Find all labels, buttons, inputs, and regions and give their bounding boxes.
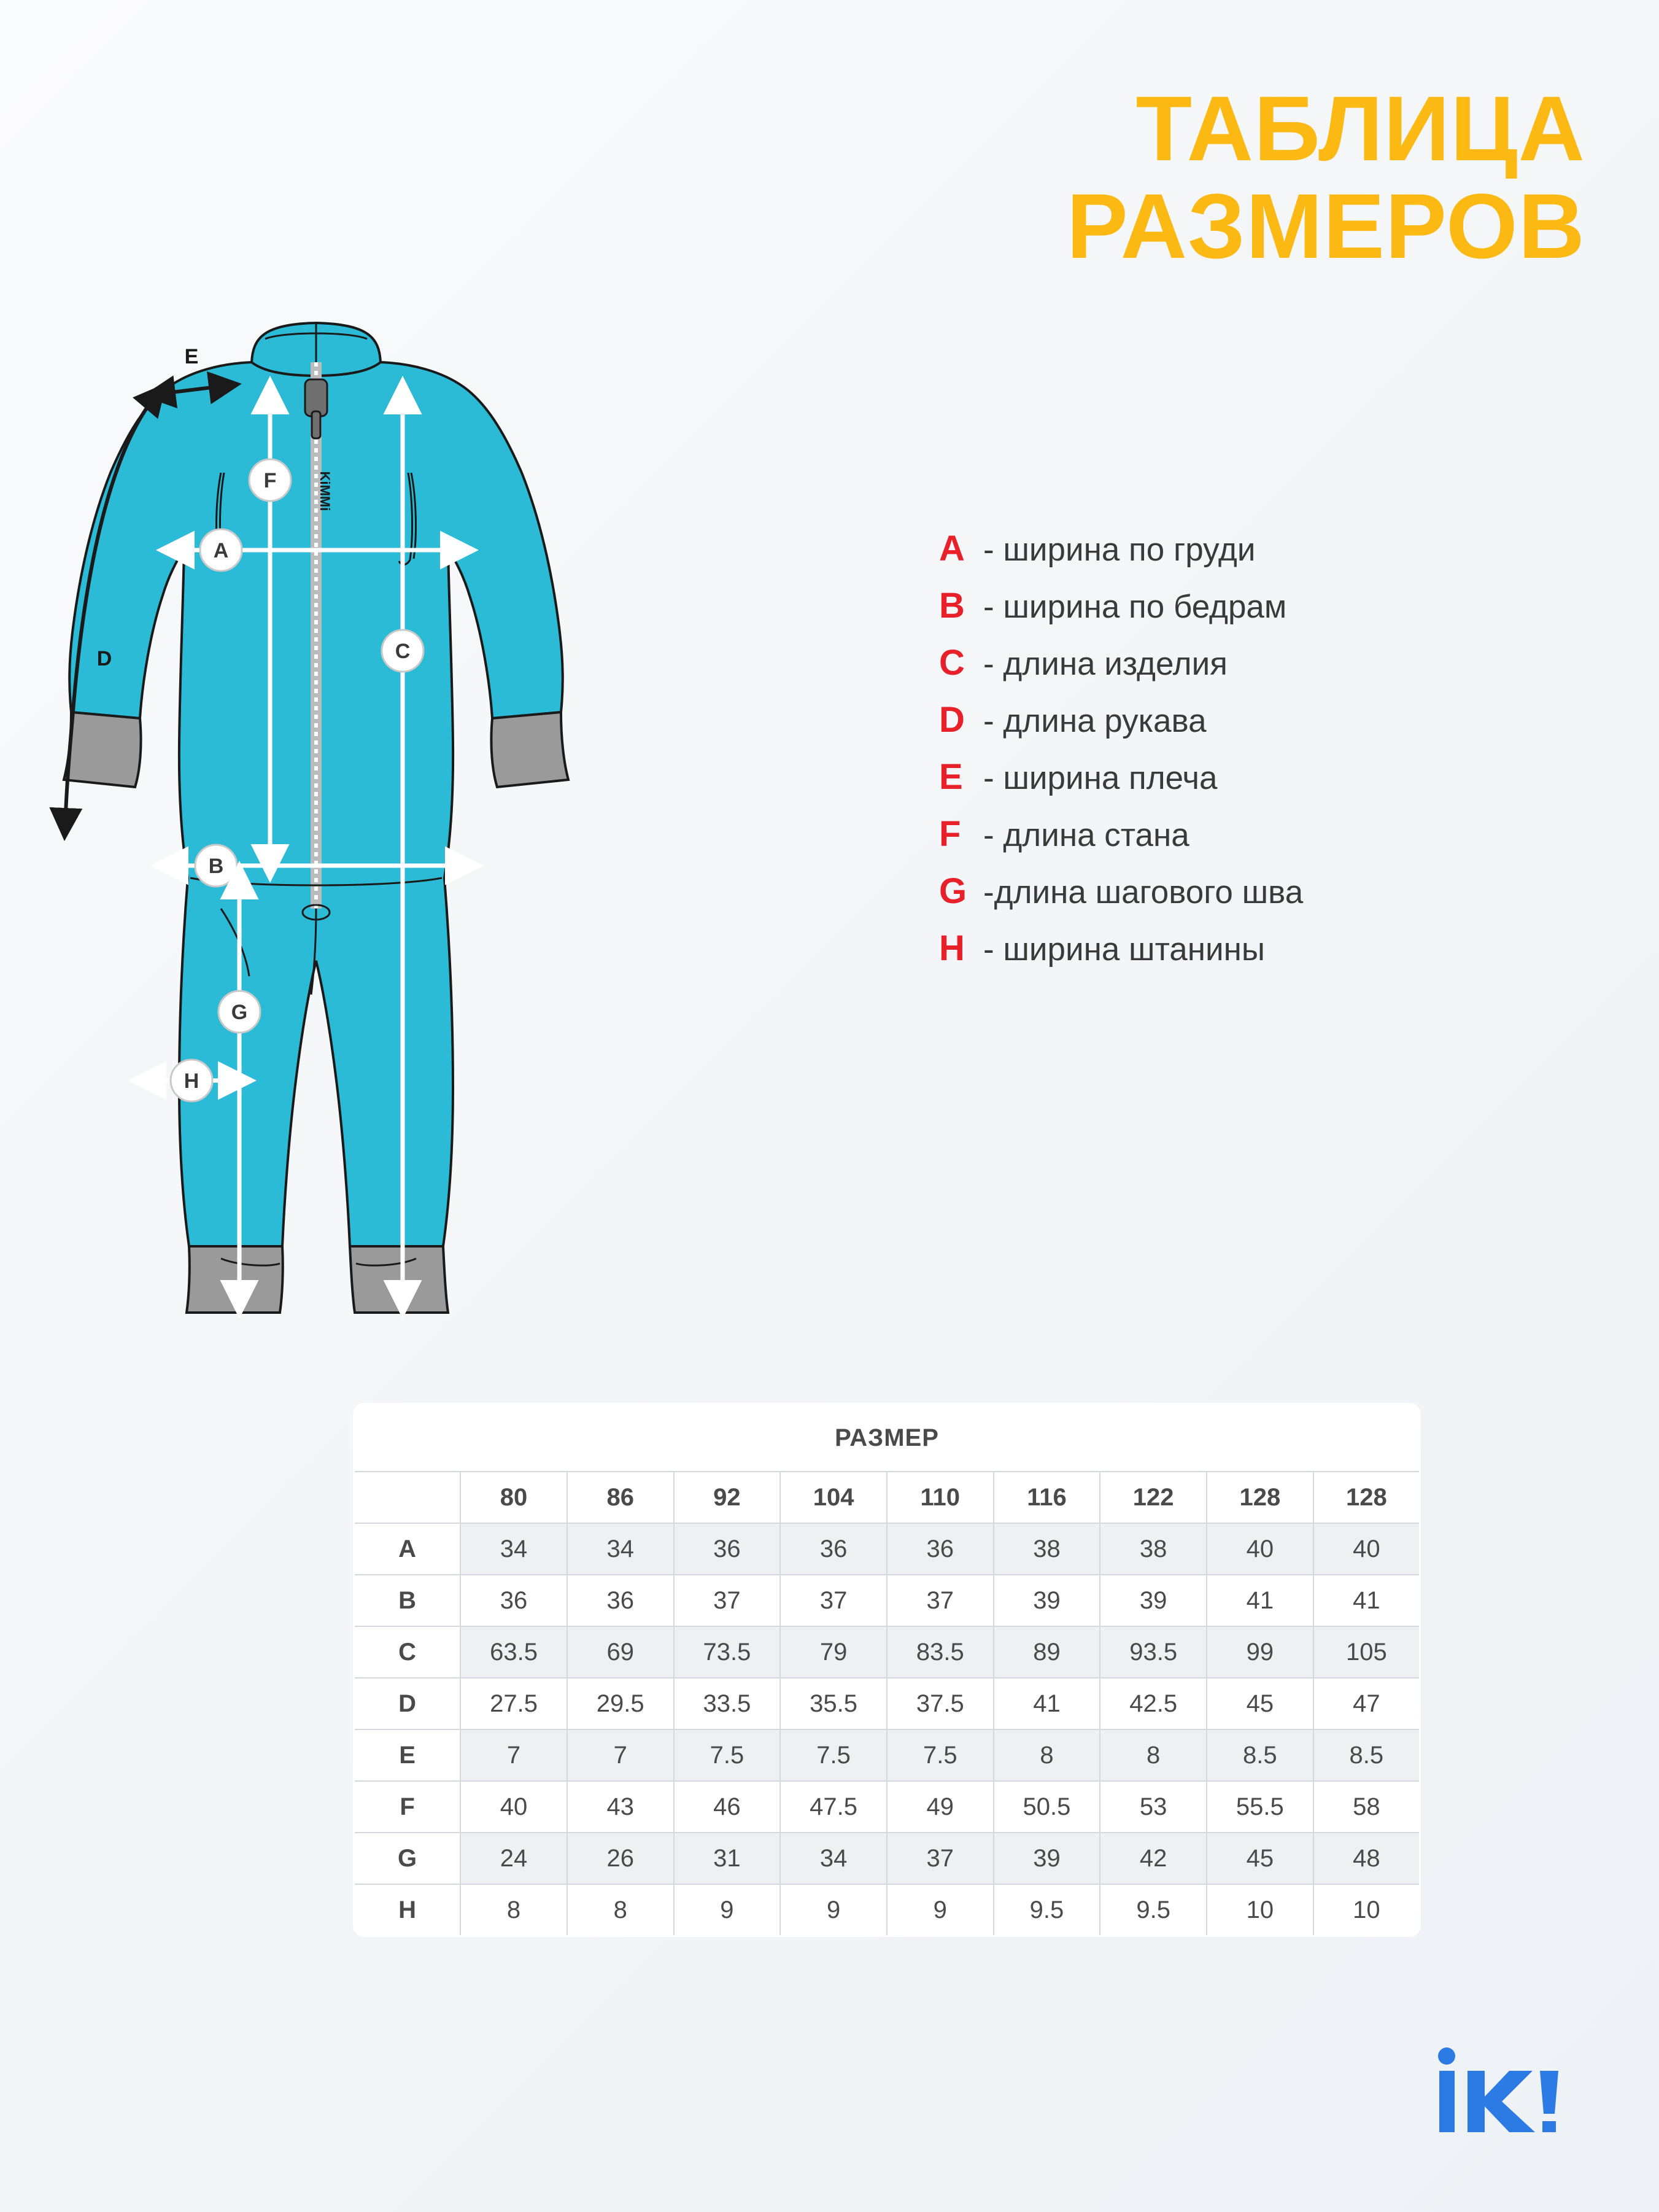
row-label-g: G (354, 1833, 461, 1884)
cell-e-6: 8 (1100, 1729, 1207, 1781)
column-header-0: 80 (460, 1472, 567, 1523)
svg-text:F: F (263, 469, 277, 492)
table-row (354, 1781, 1420, 1833)
column-header-5: 116 (994, 1472, 1100, 1523)
size-table-wrapper (353, 1403, 1387, 1937)
cell-a-5: 38 (994, 1523, 1100, 1575)
legend-key-h: H (939, 928, 965, 968)
cell-b-2: 37 (674, 1575, 781, 1626)
cell-c-5: 89 (994, 1626, 1100, 1678)
cell-b-4: 37 (887, 1575, 994, 1626)
cell-h-6: 9.5 (1100, 1884, 1207, 1936)
cell-e-1: 7 (567, 1729, 674, 1781)
svg-text:A: A (213, 539, 229, 562)
legend-item-c (939, 642, 1626, 683)
cell-g-3: 34 (780, 1833, 887, 1884)
cell-f-4: 49 (887, 1781, 994, 1833)
cell-c-6: 93.5 (1100, 1626, 1207, 1678)
table-row (354, 1523, 1420, 1575)
svg-text:C: C (395, 640, 411, 663)
legend-key-d: D (939, 700, 965, 740)
size-table (353, 1403, 1421, 1937)
cell-e-8: 8.5 (1313, 1729, 1420, 1781)
cell-f-6: 53 (1100, 1781, 1207, 1833)
cell-a-0: 34 (460, 1523, 567, 1575)
cell-a-2: 36 (674, 1523, 781, 1575)
cell-h-2: 9 (674, 1884, 781, 1936)
legend-key-b: B (939, 586, 965, 626)
cell-g-8: 48 (1313, 1833, 1420, 1884)
cell-d-7: 45 (1207, 1678, 1313, 1729)
cell-d-1: 29.5 (567, 1678, 674, 1729)
cell-h-4: 9 (887, 1884, 994, 1936)
cell-b-1: 36 (567, 1575, 674, 1626)
brand-logo (1432, 2040, 1579, 2138)
svg-text:D: D (96, 647, 112, 670)
cell-g-0: 24 (460, 1833, 567, 1884)
legend-item-g (939, 871, 1626, 912)
cell-c-2: 73.5 (674, 1626, 781, 1678)
legend-text-c: - длина изделия (983, 646, 1228, 682)
cell-c-4: 83.5 (887, 1626, 994, 1678)
cell-d-4: 37.5 (887, 1678, 994, 1729)
cell-c-0: 63.5 (460, 1626, 567, 1678)
cell-g-7: 45 (1207, 1833, 1313, 1884)
cell-a-6: 38 (1100, 1523, 1207, 1575)
cell-c-7: 99 (1207, 1626, 1313, 1678)
cell-d-2: 33.5 (674, 1678, 781, 1729)
legend-text-e: - ширина плеча (983, 760, 1218, 796)
cell-g-5: 39 (994, 1833, 1100, 1884)
cell-b-6: 39 (1100, 1575, 1207, 1626)
cell-a-7: 40 (1207, 1523, 1313, 1575)
cell-g-4: 37 (887, 1833, 994, 1884)
svg-text:E: E (184, 345, 199, 368)
legend-text-g: -длина шагового шва (983, 874, 1304, 910)
legend-key-a: A (939, 529, 965, 569)
legend-text-f: - длина стана (983, 817, 1189, 853)
row-label-c: C (354, 1626, 461, 1678)
cell-a-4: 36 (887, 1523, 994, 1575)
cell-d-0: 27.5 (460, 1678, 567, 1729)
measurement-legend (939, 528, 1626, 985)
table-corner-cell (354, 1472, 461, 1523)
cell-h-8: 10 (1313, 1884, 1420, 1936)
cell-h-0: 8 (460, 1884, 567, 1936)
column-header-7: 128 (1207, 1472, 1313, 1523)
cell-b-3: 37 (780, 1575, 887, 1626)
cell-a-3: 36 (780, 1523, 887, 1575)
table-row (354, 1833, 1420, 1884)
cell-d-3: 35.5 (780, 1678, 887, 1729)
table-title-row (354, 1404, 1420, 1472)
cell-d-8: 47 (1313, 1678, 1420, 1729)
legend-text-h: - ширина штанины (983, 931, 1265, 968)
row-label-d: D (354, 1678, 461, 1729)
table-row (354, 1884, 1420, 1936)
garment-illustration (37, 289, 761, 1357)
cell-e-2: 7.5 (674, 1729, 781, 1781)
column-header-4: 110 (887, 1472, 994, 1523)
legend-key-c: C (939, 643, 965, 683)
cell-f-7: 55.5 (1207, 1781, 1313, 1833)
cell-c-3: 79 (780, 1626, 887, 1678)
cell-e-7: 8.5 (1207, 1729, 1313, 1781)
cell-b-5: 39 (994, 1575, 1100, 1626)
table-row (354, 1575, 1420, 1626)
table-row (354, 1729, 1420, 1781)
cell-h-1: 8 (567, 1884, 674, 1936)
cell-h-7: 10 (1207, 1884, 1313, 1936)
svg-text:B: B (208, 855, 224, 878)
cell-g-1: 26 (567, 1833, 674, 1884)
row-label-a: A (354, 1523, 461, 1575)
cell-f-1: 43 (567, 1781, 674, 1833)
table-title: РАЗМЕР (354, 1404, 1420, 1472)
cell-f-8: 58 (1313, 1781, 1420, 1833)
column-header-6: 122 (1100, 1472, 1207, 1523)
row-label-e: E (354, 1729, 461, 1781)
cell-b-0: 36 (460, 1575, 567, 1626)
cell-e-5: 8 (994, 1729, 1100, 1781)
cell-b-7: 41 (1207, 1575, 1313, 1626)
page-title-line-2: РАЗМЕРОВ (1066, 174, 1585, 277)
cell-g-6: 42 (1100, 1833, 1207, 1884)
cell-f-2: 46 (674, 1781, 781, 1833)
cell-c-1: 69 (567, 1626, 674, 1678)
cell-a-8: 40 (1313, 1523, 1420, 1575)
legend-item-h (939, 928, 1626, 969)
svg-text:G: G (231, 1001, 248, 1024)
table-header-row (354, 1472, 1420, 1523)
cell-b-8: 41 (1313, 1575, 1420, 1626)
legend-item-a (939, 528, 1626, 569)
cell-d-6: 42.5 (1100, 1678, 1207, 1729)
cell-h-5: 9.5 (994, 1884, 1100, 1936)
legend-item-e (939, 756, 1626, 797)
cell-h-3: 9 (780, 1884, 887, 1936)
row-label-b: B (354, 1575, 461, 1626)
svg-text:H: H (184, 1069, 199, 1093)
cell-f-3: 47.5 (780, 1781, 887, 1833)
legend-key-e: E (939, 757, 963, 797)
legend-item-b (939, 585, 1626, 626)
cell-g-2: 31 (674, 1833, 781, 1884)
column-header-3: 104 (780, 1472, 887, 1523)
cell-d-5: 41 (994, 1678, 1100, 1729)
svg-text:KiMMi: KiMMi (317, 471, 333, 511)
table-row (354, 1678, 1420, 1729)
page-title-line-1: ТАБЛИЦА (1135, 77, 1585, 180)
legend-item-f (939, 813, 1626, 855)
legend-key-g: G (939, 871, 967, 911)
cell-e-3: 7.5 (780, 1729, 887, 1781)
cell-c-8: 105 (1313, 1626, 1420, 1678)
cell-f-0: 40 (460, 1781, 567, 1833)
legend-text-a: - ширина по груди (983, 532, 1256, 568)
page-title (787, 77, 1585, 277)
legend-text-d: - длина рукава (983, 703, 1207, 739)
table-row (354, 1626, 1420, 1678)
legend-item-d (939, 699, 1626, 740)
row-label-f: F (354, 1781, 461, 1833)
column-header-1: 86 (567, 1472, 674, 1523)
legend-text-b: - ширина по бедрам (983, 589, 1287, 625)
cell-a-1: 34 (567, 1523, 674, 1575)
cell-e-4: 7.5 (887, 1729, 994, 1781)
column-header-2: 92 (674, 1472, 781, 1523)
cell-e-0: 7 (460, 1729, 567, 1781)
legend-key-f: F (939, 814, 961, 854)
cell-f-5: 50.5 (994, 1781, 1100, 1833)
column-header-8: 128 (1313, 1472, 1420, 1523)
row-label-h: H (354, 1884, 461, 1936)
